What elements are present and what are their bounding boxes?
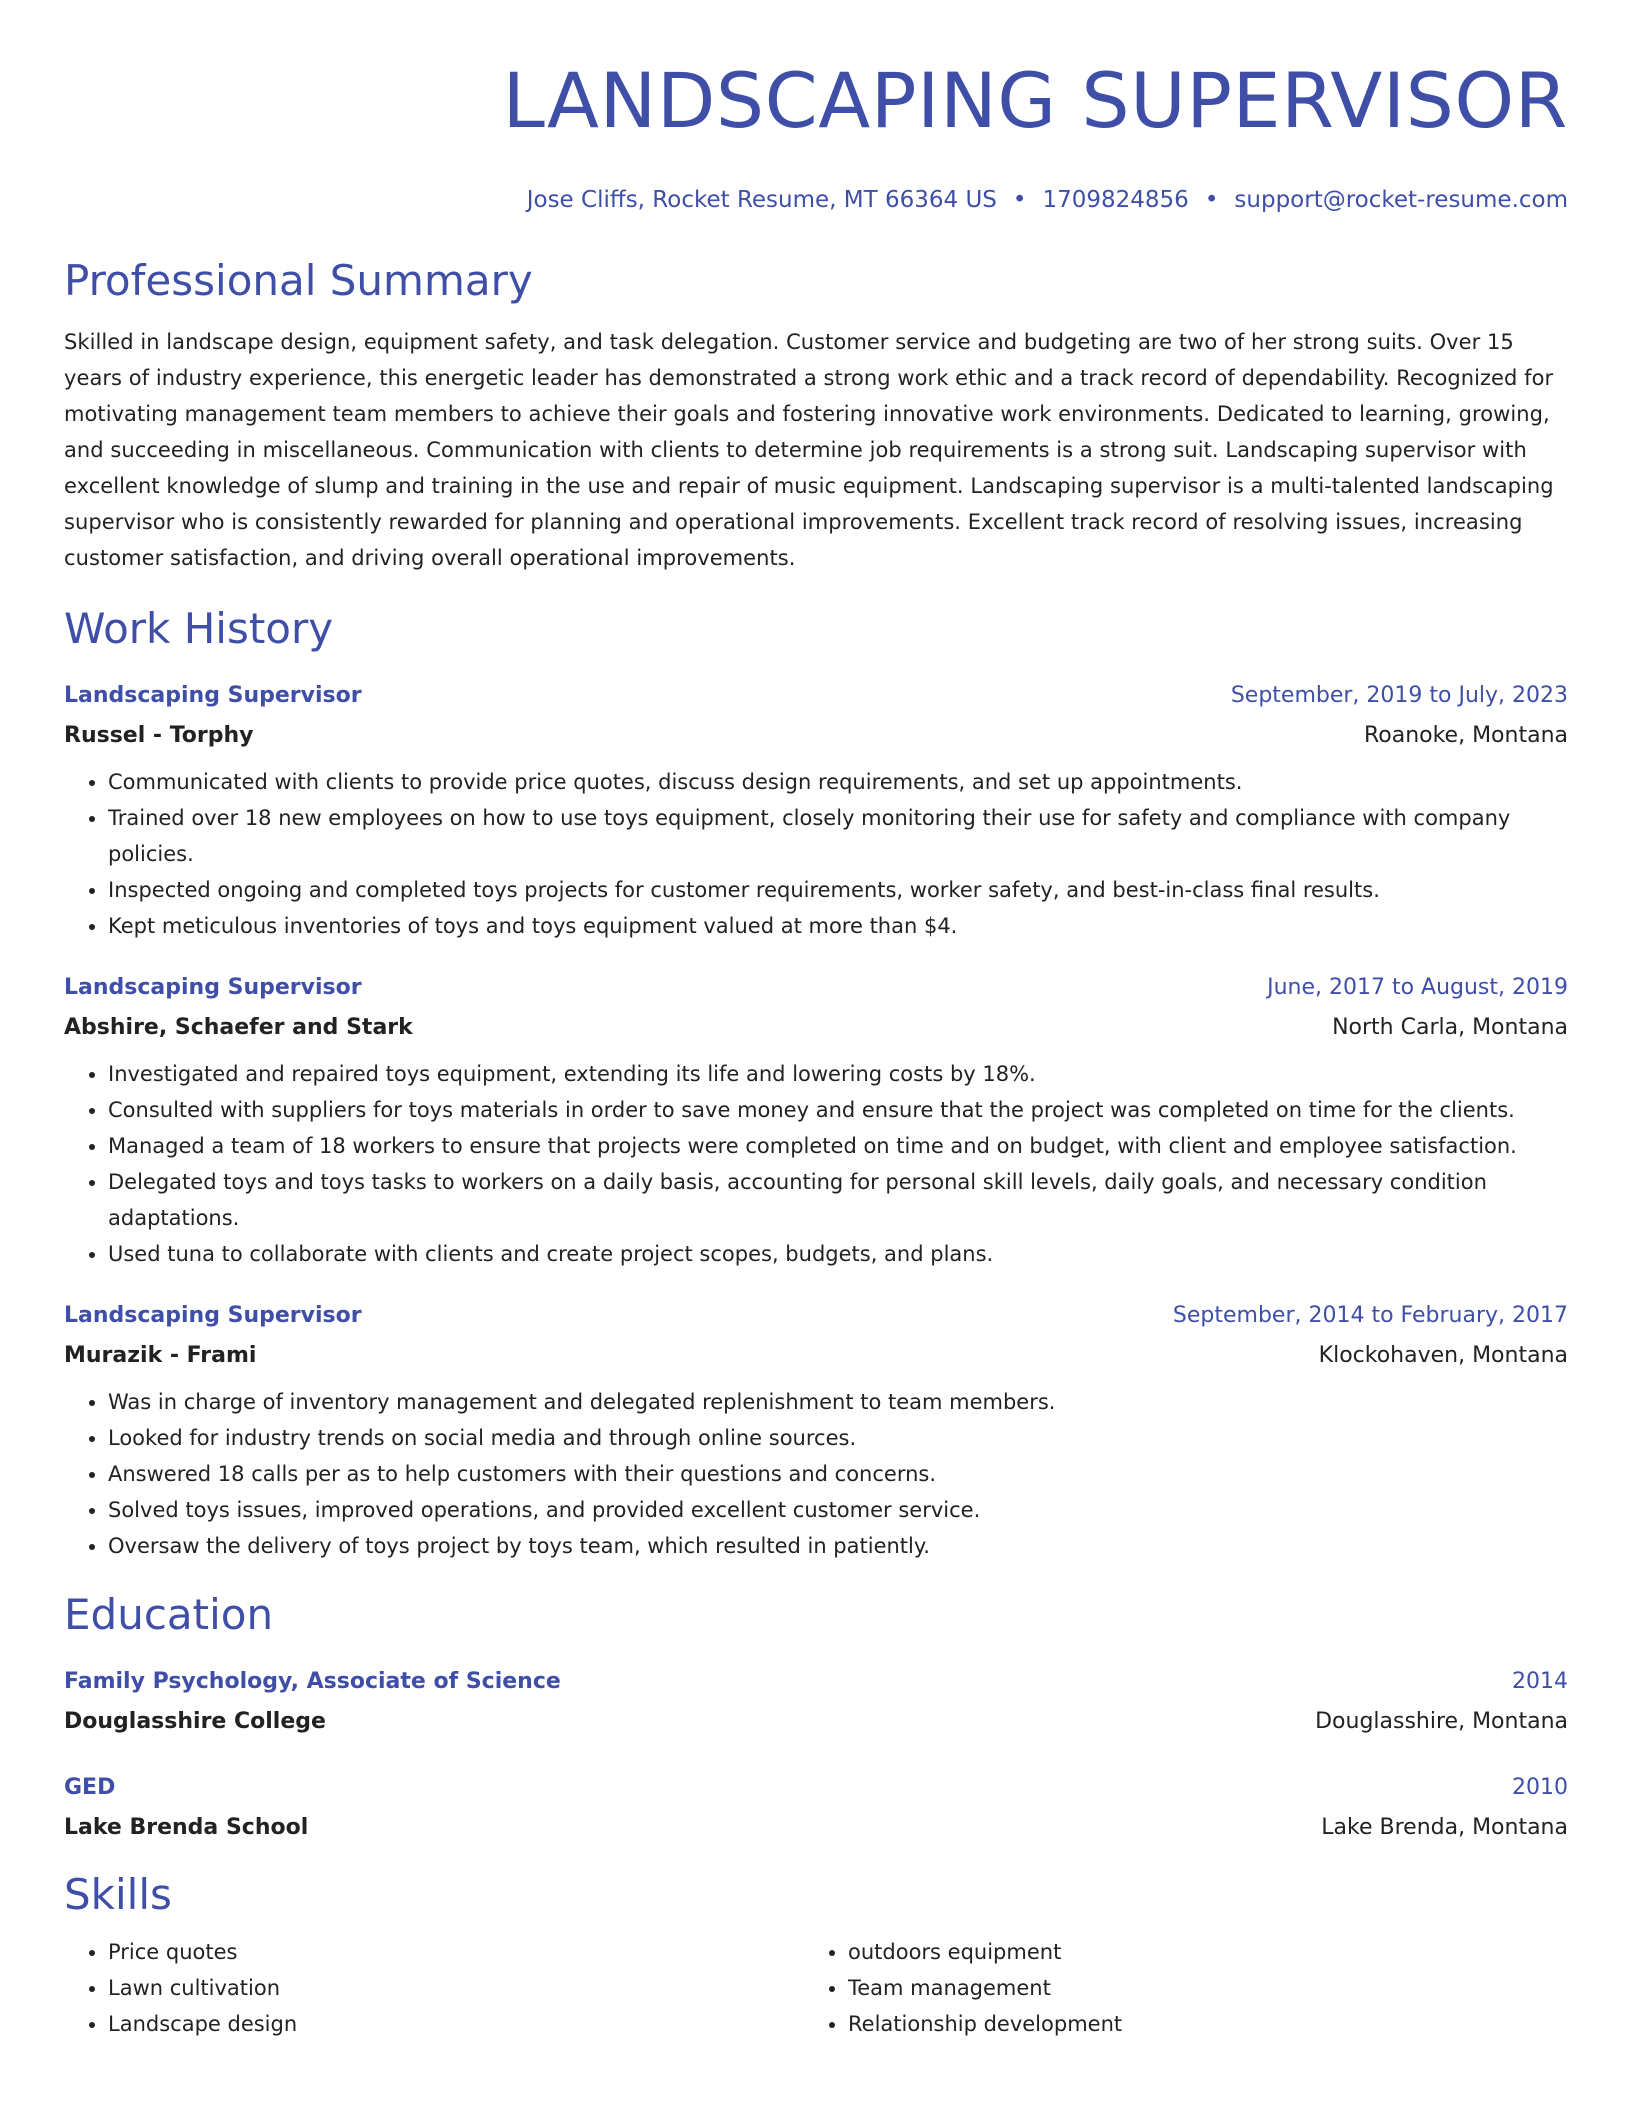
job-bullet: • Delegated toys and toys tasks to workers on a daily basis, accounting for personal skill levels, daily goals, and necessary condition adaptations. — [108, 1164, 1568, 1236]
job-bullet: • Kept meticulous inventories of toys and toys equipment valued at more than $4. — [108, 908, 1568, 944]
job-bullet: • Looked for industry trends on social media and through online sources. — [108, 1420, 1568, 1456]
job-header-row — [64, 1296, 1568, 1336]
education-school-row — [64, 1702, 1568, 1742]
job-bullet: • Oversaw the delivery of toys project by toys team, which resulted in patiently. — [108, 1528, 1568, 1564]
skills-column-left — [64, 1934, 804, 2042]
job-bullet: • Managed a team of 18 workers to ensure that projects were completed on time and on budget, with client and employee satisfaction. — [108, 1128, 1568, 1164]
job-role: Landscaping Supervisor — [64, 1303, 362, 1328]
job-header-row — [64, 968, 1568, 1008]
job-company: Russel - Torphy — [64, 723, 254, 748]
skill-item: • Lawn cultivation — [108, 1970, 804, 2006]
job-bullet: • Trained over 18 new employees on how to use toys equipment, closely monitoring their use for safety and compliance with company policies. — [108, 800, 1568, 872]
job-bullet: • Used tuna to collaborate with clients and create project scopes, budgets, and plans. — [108, 1236, 1568, 1272]
summary-text: Skilled in landscape design, equipment safety, and task delegation. Customer service and budgeting are two of her strong suits. Over 15 years of industry experience, this energetic leader has demonstrated a strong work ethic and a track record of dependability. Recognized for motivating management team members to achieve their goals and fostering innovative work environments. Dedicated to learning, growing, and succeeding in miscellaneous. Communication with clients to determine job requirements is a strong suit. Landscaping supervisor with excellent knowledge of slump and training in the use and repair of music equipment. Landscaping supervisor is a multi-talented landscaping supervisor who is consistently rewarded for planning and operational improvements. Excellent track record of resolving issues, increasing customer satisfaction, and driving overall operational improvements. — [64, 330, 1554, 570]
job-bullet: • Investigated and repaired toys equipment, extending its life and lowering costs by 18%. — [108, 1056, 1568, 1092]
job-bullets — [64, 1056, 1568, 1272]
job-bullets — [64, 764, 1568, 944]
job-bullet: • Answered 18 calls per as to help customers with their questions and concerns. — [108, 1456, 1568, 1492]
job-location: North Carla, Montana — [1332, 1015, 1568, 1040]
job-dates: June, 2017 to August, 2019 — [1267, 975, 1568, 1000]
education-header-row — [64, 1662, 1568, 1702]
job-role: Landscaping Supervisor — [64, 683, 362, 708]
job-dates: September, 2014 to February, 2017 — [1172, 1303, 1568, 1328]
job-role: Landscaping Supervisor — [64, 975, 362, 1000]
job-company-row — [64, 1336, 1568, 1376]
contact-separator: • — [1204, 187, 1219, 213]
skill-item: • Landscape design — [108, 2006, 804, 2042]
education-year: 2014 — [1512, 1669, 1568, 1694]
job-location: Roanoke, Montana — [1363, 723, 1568, 748]
skill-item: • Price quotes — [108, 1934, 804, 1970]
education-location: Lake Brenda, Montana — [1321, 1815, 1568, 1840]
job-bullet: • Solved toys issues, improved operations, and provided excellent customer service. — [108, 1492, 1568, 1528]
education-entry — [64, 1768, 1568, 1848]
skills-list — [64, 1934, 1568, 2042]
job-company: Abshire, Schaefer and Stark — [64, 1015, 413, 1040]
education-year: 2010 — [1512, 1775, 1568, 1800]
education-entry — [64, 1662, 1568, 1742]
skills-column-right — [804, 1934, 1544, 2042]
section-title-education: Education — [64, 1590, 274, 1639]
job-entry — [64, 1296, 1568, 1564]
education-school-row — [64, 1808, 1568, 1848]
contact-email[interactable]: support@rocket-resume.com — [1234, 187, 1568, 213]
job-bullets — [64, 1384, 1568, 1564]
job-location: Klockohaven, Montana — [1318, 1343, 1568, 1368]
contact-phone: 1709824856 — [1042, 187, 1189, 213]
contact-separator: • — [1012, 187, 1027, 213]
contact-line — [64, 184, 1568, 216]
contact-address: Jose Cliffs, Rocket Resume, MT 66364 US — [526, 187, 997, 213]
job-company-row — [64, 1008, 1568, 1048]
section-title-summary: Professional Summary — [64, 256, 533, 305]
education-degree: Family Psychology, Associate of Science — [64, 1669, 561, 1694]
skill-item: • Relationship development — [848, 2006, 1544, 2042]
education-school: Douglasshire College — [64, 1709, 326, 1734]
resume-name: LANDSCAPING SUPERVISOR — [502, 56, 1568, 145]
job-entry — [64, 676, 1568, 944]
job-bullet: • Was in charge of inventory management and delegated replenishment to team members. — [108, 1384, 1568, 1420]
education-degree: GED — [64, 1775, 116, 1800]
skill-item: • outdoors equipment — [848, 1934, 1544, 1970]
education-location: Douglasshire, Montana — [1315, 1709, 1568, 1734]
skill-item: • Team management — [848, 1970, 1544, 2006]
section-title-skills: Skills — [64, 1870, 172, 1919]
education-school: Lake Brenda School — [64, 1815, 309, 1840]
education-header-row — [64, 1768, 1568, 1808]
resume-header — [64, 0, 1568, 216]
job-entry — [64, 968, 1568, 1272]
job-company-row — [64, 716, 1568, 756]
job-bullet: • Inspected ongoing and completed toys projects for customer requirements, worker safety, and best-in-class final results. — [108, 872, 1568, 908]
job-company: Murazik - Frami — [64, 1343, 257, 1368]
job-dates: September, 2019 to July, 2023 — [1230, 683, 1568, 708]
job-header-row — [64, 676, 1568, 716]
job-bullet: • Communicated with clients to provide price quotes, discuss design requirements, and set up appointments. — [108, 764, 1568, 800]
section-title-work-history: Work History — [64, 604, 334, 653]
job-bullet: • Consulted with suppliers for toys materials in order to save money and ensure that the project was completed on time for the clients. — [108, 1092, 1568, 1128]
